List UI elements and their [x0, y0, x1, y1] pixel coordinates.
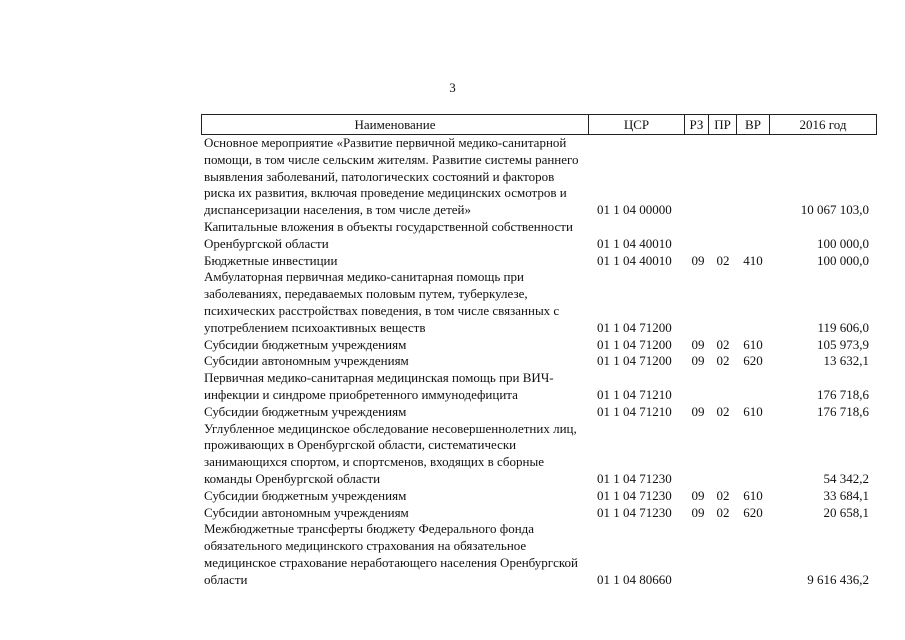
row-sum: 13 632,1 [823, 353, 869, 369]
row-name-line: Основное мероприятие «Развитие первичной медико-санитарной [204, 135, 567, 150]
row-name-line: медицинское страхование неработающего населения Оренбургской [204, 554, 579, 570]
row-csr: 01 1 04 00000 [597, 202, 672, 218]
table-header [201, 114, 877, 135]
row-name-line: области [204, 571, 248, 587]
row-csr: 01 1 04 71230 [597, 504, 672, 520]
row-name [201, 370, 588, 404]
row-name-line: употреблением психоактивных веществ [204, 319, 426, 335]
row-sum: 54 342,2 [823, 470, 869, 486]
row-name-line: Субсидии бюджетным учреждениям [204, 336, 407, 352]
row-rz: 09 [691, 403, 705, 419]
table-row [201, 219, 877, 253]
table-row [201, 521, 877, 588]
row-sum: 119 606,0 [817, 319, 869, 335]
header-pr: ПР [708, 115, 736, 134]
header-csr: ЦСР [588, 115, 684, 134]
row-name-line: Первичная медико-санитарная медицинская помощь при ВИЧ- [204, 370, 554, 386]
row-name-line: команды Оренбургской области [204, 470, 381, 486]
table-row [201, 337, 877, 354]
row-name-line: Субсидии автономным учреждениям [204, 504, 409, 520]
row-csr: 01 1 04 40010 [597, 235, 672, 251]
row-name-line: выявления заболеваний, патологических состояний и факторов [204, 168, 555, 184]
table-row [201, 505, 877, 522]
row-vr: 610 [743, 487, 763, 503]
row-sum: 100 000,0 [817, 235, 869, 251]
row-csr: 01 1 04 71200 [597, 336, 672, 352]
row-name-line: риска их развития, включая проведение медицинских осмотров и [204, 185, 567, 201]
row-name [201, 269, 588, 336]
row-rz: 09 [691, 353, 705, 369]
row-sum: 9 616 436,2 [807, 571, 869, 587]
row-name-line: Межбюджетные трансферты бюджету Федерального фонда [204, 521, 535, 537]
row-sum: 10 067 103,0 [800, 202, 869, 218]
row-name-line: Бюджетные инвестиции [204, 252, 338, 268]
row-name-line: занимающихся спортом, и спортсменов, входящих в сборные [204, 454, 545, 470]
row-pr: 02 [716, 353, 730, 369]
row-pr: 02 [716, 487, 730, 503]
row-name [201, 521, 588, 588]
row-sum: 176 718,6 [817, 386, 869, 402]
row-sum: 20 658,1 [823, 504, 869, 520]
row-vr: 410 [743, 252, 763, 268]
row-pr: 02 [716, 403, 730, 419]
row-name [201, 219, 588, 253]
row-sum: 33 684,1 [823, 487, 869, 503]
table-row [201, 269, 877, 336]
table-row [201, 135, 877, 219]
row-name [201, 404, 588, 421]
row-pr: 02 [716, 252, 730, 268]
row-csr: 01 1 04 71230 [597, 470, 672, 486]
row-sum: 176 718,6 [817, 403, 869, 419]
row-name-line: Углубленное медицинское обследование несовершеннолетних лиц, [204, 420, 577, 436]
row-name-line: обязательного медицинского страхования на обязательное [204, 538, 527, 554]
row-name-line: Капитальные вложения в объекты государственной собственности [204, 218, 573, 234]
row-name-line: помощи, в том числе сельским жителям. Развитие системы раннего [204, 151, 579, 167]
row-name-line: инфекции и синдроме приобретенного иммунодефицита [204, 386, 518, 402]
row-vr: 610 [743, 403, 763, 419]
row-rz: 09 [691, 487, 705, 503]
row-name-line: Субсидии бюджетным учреждениям [204, 403, 407, 419]
table-row [201, 353, 877, 370]
row-csr: 01 1 04 71230 [597, 487, 672, 503]
header-vr: ВР [736, 115, 769, 134]
table-row [201, 404, 877, 421]
row-csr: 01 1 04 71200 [597, 319, 672, 335]
row-name-line: Субсидии бюджетным учреждениям [204, 487, 407, 503]
row-name [201, 488, 588, 505]
row-csr: 01 1 04 80660 [597, 571, 672, 587]
header-name: Наименование [201, 115, 588, 134]
row-pr: 02 [716, 504, 730, 520]
row-rz: 09 [691, 336, 705, 352]
row-name [201, 421, 588, 488]
row-name [201, 505, 588, 522]
row-name [201, 337, 588, 354]
row-rz: 09 [691, 504, 705, 520]
row-csr: 01 1 04 71210 [597, 386, 672, 402]
budget-table [201, 114, 877, 589]
row-vr: 620 [743, 353, 763, 369]
row-name [201, 253, 588, 270]
row-vr: 610 [743, 336, 763, 352]
page-number: 3 [449, 80, 456, 95]
row-name [201, 353, 588, 370]
row-rz: 09 [691, 252, 705, 268]
row-name-line: Амбулаторная первичная медико-санитарная помощь при [204, 269, 524, 285]
row-name-line: Оренбургской области [204, 235, 329, 251]
row-csr: 01 1 04 71200 [597, 353, 672, 369]
row-vr: 620 [743, 504, 763, 520]
table-row [201, 370, 877, 404]
header-year: 2016 год [769, 115, 877, 134]
row-csr: 01 1 04 71210 [597, 403, 672, 419]
table-row [201, 421, 877, 488]
row-name-line: заболеваниях, передаваемых половым путем, туберкулезе, [204, 286, 528, 302]
row-pr: 02 [716, 336, 730, 352]
row-sum: 105 973,9 [817, 336, 869, 352]
row-name [201, 135, 588, 219]
row-name-line: диспансеризации населения, в том числе детей» [204, 202, 471, 218]
header-rz: РЗ [684, 115, 708, 134]
row-name-line: Субсидии автономным учреждениям [204, 353, 409, 369]
row-sum: 100 000,0 [817, 252, 869, 268]
table-row [201, 253, 877, 270]
table-body [201, 135, 877, 589]
row-name-line: проживающих в Оренбургской области, систематически [204, 437, 517, 453]
row-csr: 01 1 04 40010 [597, 252, 672, 268]
row-name-line: психических расстройствах поведения, в том числе связанных с [204, 302, 560, 318]
table-row [201, 488, 877, 505]
